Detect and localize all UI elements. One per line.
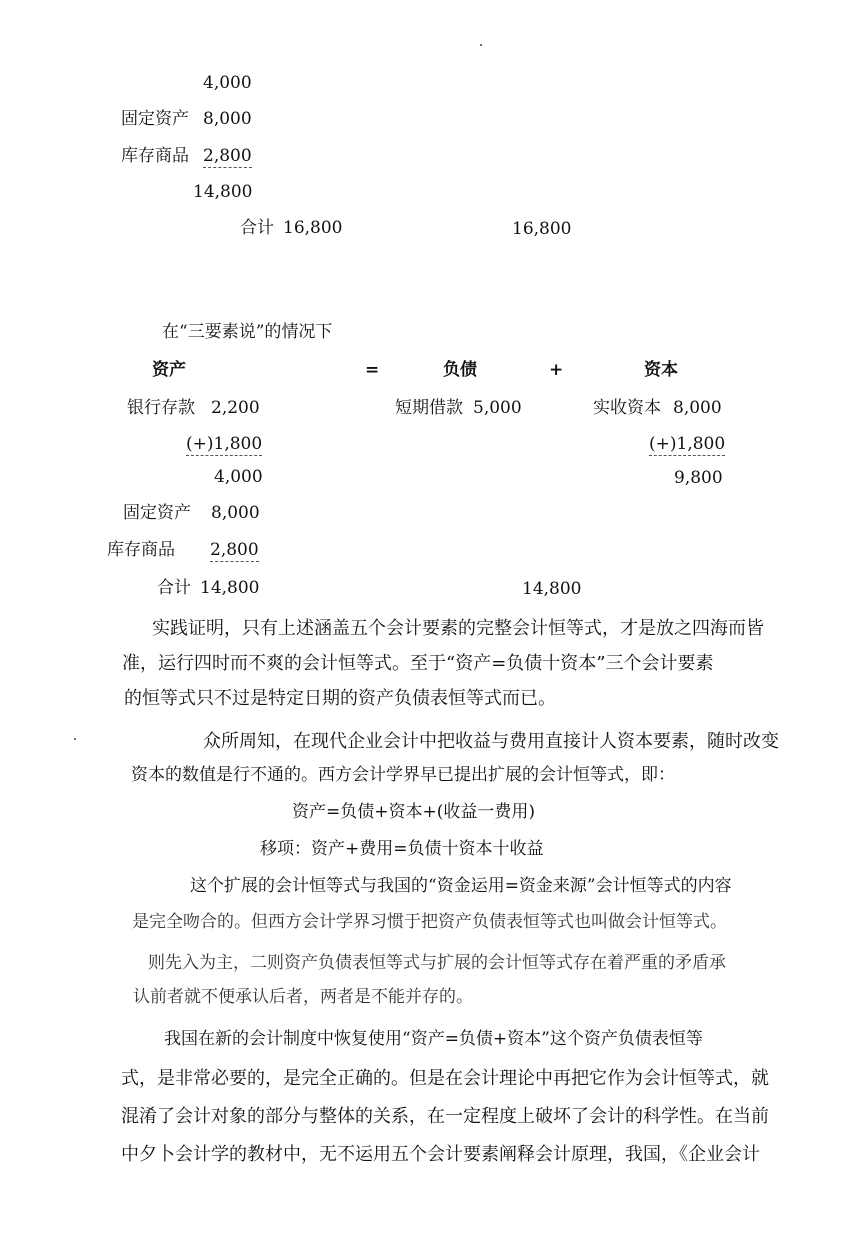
scan-speck xyxy=(74,738,76,740)
bank-deposit-increase: (+)1,800 xyxy=(186,434,263,454)
paragraph-3-line-1: 这个扩展的会计恒等式与我国的“资金运用=资金来源”会计恒等式的内容 xyxy=(190,876,732,896)
short-loan-amount: 5,000 xyxy=(473,398,522,418)
inventory-amount: 2,800 xyxy=(210,540,259,560)
header-liabilities: 负债 xyxy=(443,360,477,380)
top-r2-label: 固定资产 xyxy=(121,109,189,129)
fixed-assets-label: 固定资产 xyxy=(123,503,191,523)
formula-extended: 资产=负债+资本+(收益一费用) xyxy=(292,802,535,822)
paragraph-4-line-1: 则先入为主，二则资产负债表恒等式与扩展的会计恒等式存在着严重的矛盾承 xyxy=(148,953,726,973)
paragraph-1-line-3: 的恒等式只不过是特定日期的资产负债表恒等式而已。 xyxy=(124,688,556,709)
paragraph-4-line-2: 认前者就不便承认后者，两者是不能并存的。 xyxy=(133,987,473,1007)
top-r3-amount: 2,800 xyxy=(203,146,252,166)
paragraph-5-line-3: 混淆了会计对象的部分与整体的关系，在一定程度上破坏了会计的科学性。在当前 xyxy=(121,1106,769,1127)
top-total-left: 16,800 xyxy=(283,218,343,238)
paragraph-1-line-1: 实践证明，只有上述涵盖五个会计要素的完整会计恒等式，才是放之四海而皆 xyxy=(152,618,764,639)
bank-deposit-subtotal: 4,000 xyxy=(214,467,263,487)
top-total-right: 16,800 xyxy=(512,219,572,239)
top-r3-label: 库存商品 xyxy=(121,146,189,166)
formula-transposed: 移项：资产+费用=负债十资本十收益 xyxy=(260,839,544,859)
paragraph-5-line-2: 式，是非常必要的，是完全正确的。但是在会计理论中再把它作为会计恒等式，就 xyxy=(121,1068,769,1089)
short-loan-label: 短期借款 xyxy=(395,398,463,418)
header-equals: = xyxy=(365,360,380,380)
top-r1-amount: 4,000 xyxy=(203,73,252,93)
top-r2-amount: 8,000 xyxy=(203,109,252,129)
paid-in-capital-amount: 8,000 xyxy=(673,398,722,418)
paid-in-capital-increase: (+)1,800 xyxy=(649,434,726,454)
top-total-label: 合计 xyxy=(240,218,274,238)
paragraph-1-line-2: 准，运行四时而不爽的会计恒等式。至于“资产=负债十资本”三个会计要素 xyxy=(122,653,714,674)
header-plus: + xyxy=(549,360,564,380)
paid-in-capital-label: 实收资本 xyxy=(593,398,661,418)
paragraph-5-line-1: 我国在新的会计制度中恢复使用“资产=负债+资本”这个资产负债表恒等 xyxy=(164,1029,703,1049)
bank-deposit-label: 银行存款 xyxy=(127,398,195,418)
bank-deposit-amount: 2,200 xyxy=(211,398,260,418)
three-total-right: 14,800 xyxy=(522,579,582,599)
three-element-intro: 在“三要素说”的情况下 xyxy=(162,322,333,342)
scan-speck xyxy=(480,44,482,46)
top-r4-amount: 14,800 xyxy=(193,182,253,202)
inventory-label: 库存商品 xyxy=(107,540,175,560)
header-assets: 资产 xyxy=(152,360,186,380)
paragraph-3-line-2: 是完全吻合的。但西方会计学界习惯于把资产负债表恒等式也叫做会计恒等式。 xyxy=(132,912,727,932)
paragraph-2-line-2: 资本的数值是行不通的。西方会计学界早已提出扩展的会计恒等式，即： xyxy=(131,765,675,785)
paragraph-5-line-4: 中夕卜会计学的教材中，无不运用五个会计要素阐释会计原理，我国，《企业会计 xyxy=(121,1144,760,1165)
header-capital: 资本 xyxy=(644,360,678,380)
paragraph-2-line-1: 众所周知，在现代企业会计中把收益与费用直接计人资本要素，随时改变 xyxy=(203,731,779,752)
three-total-left: 14,800 xyxy=(200,578,260,598)
fixed-assets-amount: 8,000 xyxy=(211,503,260,523)
three-total-label: 合计 xyxy=(157,578,191,598)
paid-in-capital-subtotal: 9,800 xyxy=(674,468,723,488)
